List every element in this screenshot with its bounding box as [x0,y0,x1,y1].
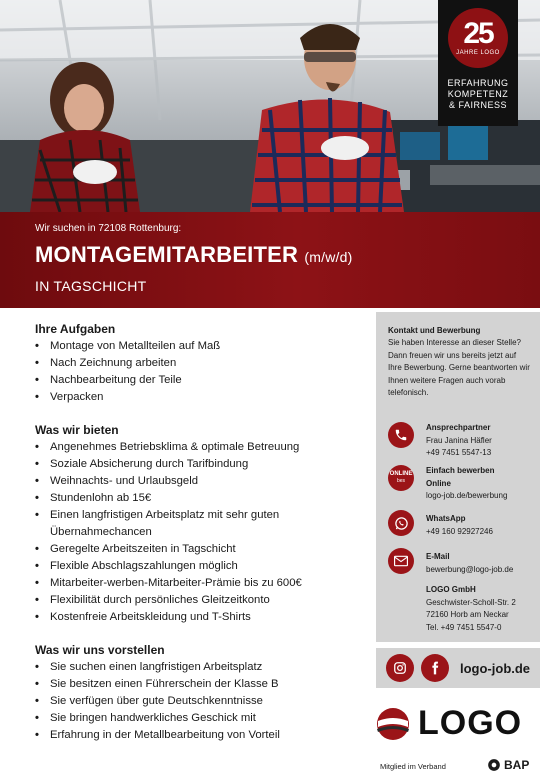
contact-intro: Sie haben Interesse an dieser Stelle? Dann freuen wir uns bereits jetzt auf Ihre Bewerbung. Gerne beantworten wir Ihnen weitere Fragen auch vorab telefonisch. [388,338,530,397]
section-title: Was wir uns vorstellen [35,643,165,657]
section-title: Ihre Aufgaben [35,322,116,336]
contact-sidebar [376,312,540,642]
anniversary-circle [448,8,508,68]
list-item: • Sie bringen handwerkliches Geschick mit [35,710,365,727]
job-details [35,322,365,761]
list-item: • Angenehmes Betriebsklima & optimale Betreuung [35,439,365,456]
contact-phone[interactable]: +49 7451 5547-13 [426,448,492,457]
whatsapp-icon [388,510,414,536]
section-aufgaben [35,322,365,406]
list-item: • Erfahrung in der Metallbearbeitung von Vorteil [35,727,365,744]
location-intro: Wir suchen in 72108 Rottenburg: [35,223,182,234]
list-item: • Sie suchen einen langfristigen Arbeitsplatz [35,659,365,676]
whatsapp-contact [388,510,493,538]
hero-photo [0,0,540,212]
bap-icon [487,758,501,772]
list-item: • Sie besitzen einen Führerschein der Klasse B [35,676,365,693]
list-item: • Sie verfügen über gute Deutschkenntnisse [35,693,365,710]
contact-label: Ansprechpartner [426,423,491,432]
badge-number: 25 [463,17,493,50]
mail-icon [388,548,414,574]
instagram-icon[interactable] [386,654,414,682]
list-item: • Verpacken [35,389,365,406]
online-apply-icon: ONLINE bes [388,465,414,491]
contact-name: Frau Janina Häfler [426,435,492,445]
badge-slogan: ERFAHRUNG KOMPETENZ & FAIRNESS [447,78,509,110]
list-item: • Nach Zeichnung arbeiten [35,355,365,372]
social-bar [376,648,540,688]
section-vorstellen [35,643,365,744]
contact-person [388,422,492,460]
list-item: • Mitarbeiter-werben-Mitarbeiter-Prämie bis zu 600€ [35,575,365,592]
whatsapp-number[interactable]: +49 160 92927246 [426,526,493,536]
facebook-icon[interactable] [421,654,449,682]
list-item: • Kostenfreie Arbeitskleidung und T-Shirts [35,609,365,626]
online-application [388,465,507,503]
list-item: • Flexible Abschlagszahlungen möglich [35,558,365,575]
company-name: LOGO GmbH [426,585,476,594]
gender-suffix: (m/w/d) [304,249,353,265]
anniversary-badge [438,0,518,126]
list-item: • Weihnachts- und Urlaubsgeld [35,473,365,490]
section-title: Was wir bieten [35,423,119,437]
company-street: Geschwister-Scholl-Str. 2 [426,597,516,607]
website-link[interactable]: logo-job.de [460,660,531,676]
email-address[interactable]: bewerbung@logo-job.de [426,564,514,574]
company-logo [376,704,522,743]
email-label: E-Mail [426,552,450,561]
phone-icon [388,422,414,448]
company-tel[interactable]: Tel. +49 7451 5547-0 [426,622,502,632]
list-item: • Montage von Metallteilen auf Maß [35,338,365,355]
list-item: • Einen langfristigen Arbeitsplatz mit sehr guten Übernahmechancen [35,507,365,541]
list-item: • Soziale Absicherung durch Tarifbindung [35,456,365,473]
list-item: • Stundenlohn ab 15€ [35,490,365,507]
job-subtitle: IN TAGSCHICHT [35,278,147,294]
online-label: Einfach bewerben [426,466,495,475]
job-title: MONTAGEMITARBEITER (m/w/d) [35,242,353,267]
logo-mark-icon [376,707,410,741]
company-address [426,584,516,634]
bap-logo: BAP [487,758,529,772]
list-item: • Nachbearbeitung der Teile [35,372,365,389]
badge-years: JAHRE LOGO [456,50,500,56]
list-item: • Geregelte Arbeitszeiten in Tagschicht [35,541,365,558]
logo-wordmark: LOGO [418,704,523,742]
apply-link[interactable]: logo-job.de/bewerbung [426,491,508,500]
membership-note: Mitglied im Verband [380,762,446,771]
list-item: • Flexibilität durch persönliches Gleitzeitkonto [35,592,365,609]
online-line2: Online [426,478,451,488]
section-bieten [35,423,365,626]
email-contact [388,548,513,576]
contact-heading: Kontakt und Bewerbung [388,326,481,335]
whatsapp-label: WhatsApp [426,514,466,523]
company-city: 72160 Horb am Neckar [426,610,509,619]
title-band [0,212,540,308]
